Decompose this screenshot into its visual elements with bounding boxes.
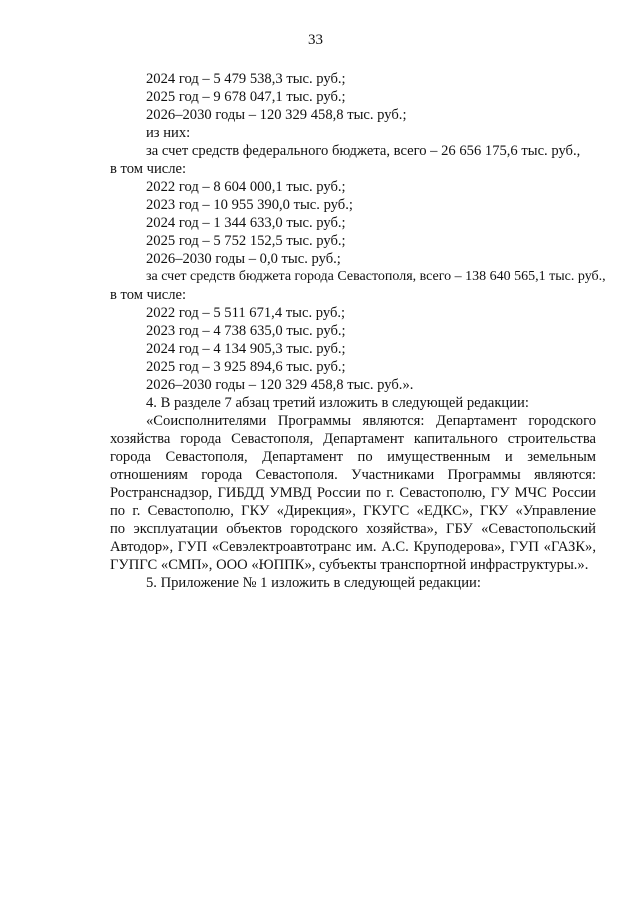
text-line: хозяйства города Севастополя, Департамент капитального строительства [110,431,596,447]
text-line: 2025 год – 5 752 152,5 тыс. руб.; [146,233,346,249]
text-line: за счет средств федерального бюджета, всего – 26 656 175,6 тыс. руб., [146,143,581,159]
text-line: в том числе: [110,161,187,177]
text-line: 2024 год – 5 479 538,3 тыс. руб.; [146,71,346,87]
text-line: Автодор», ГУП «Севэлектроавтотранс им. А.С. Круподерова», ГУП «ГАЗК», [110,539,596,555]
text-line: 2022 год – 8 604 000,1 тыс. руб.; [146,179,346,195]
text-line: по эксплуатации объектов городского хозяйства», ГБУ «Севастопольский [110,521,596,537]
text-line: отношениям города Севастополя. Участниками Программы являются: [110,467,596,483]
text-line: «Соисполнителями Программы являются: Департамент городского [146,413,596,429]
text-line: из них: [146,125,191,141]
text-line: 2026–2030 годы – 0,0 тыс. руб.; [146,251,341,267]
text-line: 2026–2030 годы – 120 329 458,8 тыс. руб.». [146,377,414,393]
text-line: 2026–2030 годы – 120 329 458,8 тыс. руб.; [146,107,407,123]
text-line: города Севастополя, Департамент по имущественным и земельным [110,449,596,465]
text-line: 2025 год – 3 925 894,6 тыс. руб.; [146,359,346,375]
text-line: 5. Приложение № 1 изложить в следующей редакции: [146,575,481,591]
page-number: 33 [308,32,323,48]
text-line: 2025 год – 9 678 047,1 тыс. руб.; [146,89,346,105]
text-line: за счет средств бюджета города Севастополя, всего – 138 640 565,1 тыс. руб., [146,269,606,284]
text-line: 2023 год – 10 955 390,0 тыс. руб.; [146,197,353,213]
text-line: 4. В разделе 7 абзац третий изложить в следующей редакции: [146,395,529,411]
text-line: 2022 год – 5 511 671,4 тыс. руб.; [146,305,346,321]
text-line: 2024 год – 4 134 905,3 тыс. руб.; [146,341,346,357]
text-line: по г. Севастополю, ГКУ «Дирекция», ГКУГС «ЕДКС», ГКУ «Управление [110,503,596,519]
text-line: 2023 год – 4 738 635,0 тыс. руб.; [146,323,346,339]
text-line: в том числе: [110,287,187,303]
text-line: ГУПГС «СМП», ООО «ЮППК», субъекты транспортной инфраструктуры.». [110,557,589,573]
text-line: Ространснадзор, ГИБДД УМВД России по г. Севастополю, ГУ МЧС России [110,485,596,501]
text-line: 2024 год – 1 344 633,0 тыс. руб.; [146,215,346,231]
